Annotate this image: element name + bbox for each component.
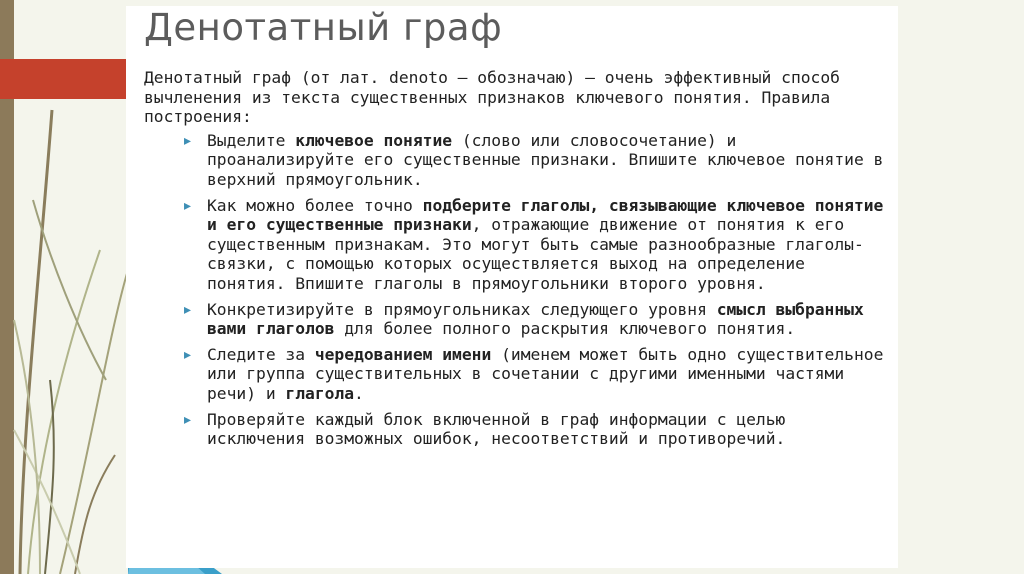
triangle-right-icon: ▸: [184, 346, 192, 363]
rule-text: для более полного раскрытия ключевого понятия.: [334, 319, 796, 339]
rule-text: , отражающие движение от понятия к его существенным признакам. Это могут быть самые разнообразные глаголы-связки, с помощью которых осуществляется выход на определение понятия. Впишите глаголы в прямоугольники второго уровня.: [207, 215, 864, 293]
rule-text: (слово или словосочетание) и проанализируйте его существенные признаки. Впишите ключевое понятие в верхний прямоугольник.: [207, 130, 884, 189]
rule-item: [144, 131, 884, 190]
rule-item: [144, 196, 884, 294]
title-ribbon: [0, 59, 126, 99]
rule-text: .: [354, 383, 364, 403]
rule-item: [144, 300, 884, 339]
triangle-right-icon: ▸: [184, 411, 192, 428]
slide-title: Денотатный граф: [144, 6, 503, 49]
rule-emphasis: подберите глаголы, связывающие ключевое понятие и его существенные признаки: [207, 195, 884, 235]
rule-text: Конкретизируйте в прямоугольниках следующего уровня: [207, 299, 717, 319]
rule-text: Следите за: [207, 344, 315, 364]
rule-item: [144, 345, 884, 404]
rules-list: [144, 131, 884, 449]
rule-emphasis: чередованием имени: [314, 344, 492, 364]
rule-emphasis: ключевое понятие: [295, 130, 453, 150]
rule-text: Проверяйте каждый блок включенной в граф информации с целью исключения возможных ошибок, несоответствий и противоречий.: [207, 409, 786, 449]
rule-text: Как можно более точно: [207, 195, 423, 215]
slide-body: [144, 68, 884, 455]
triangle-right-icon: ▸: [184, 197, 192, 214]
rule-text: Выделите: [207, 130, 296, 150]
triangle-right-icon: ▸: [184, 132, 192, 149]
rule-emphasis: глагола: [285, 383, 355, 403]
triangle-right-icon: ▸: [184, 301, 192, 318]
rule-text: (именем может быть одно существительное или группа существительных в сочетании с другими именными частями речи) и: [207, 344, 884, 403]
rule-emphasis: смысл выбранных вами глаголов: [207, 299, 864, 339]
rule-item: [144, 410, 884, 449]
intro-paragraph: Денотатный граф (от лат. denoto — обозначаю) — очень эффективный способ вычленения из текста существенных признаков ключевого понятия. Правила построения:: [144, 68, 840, 127]
